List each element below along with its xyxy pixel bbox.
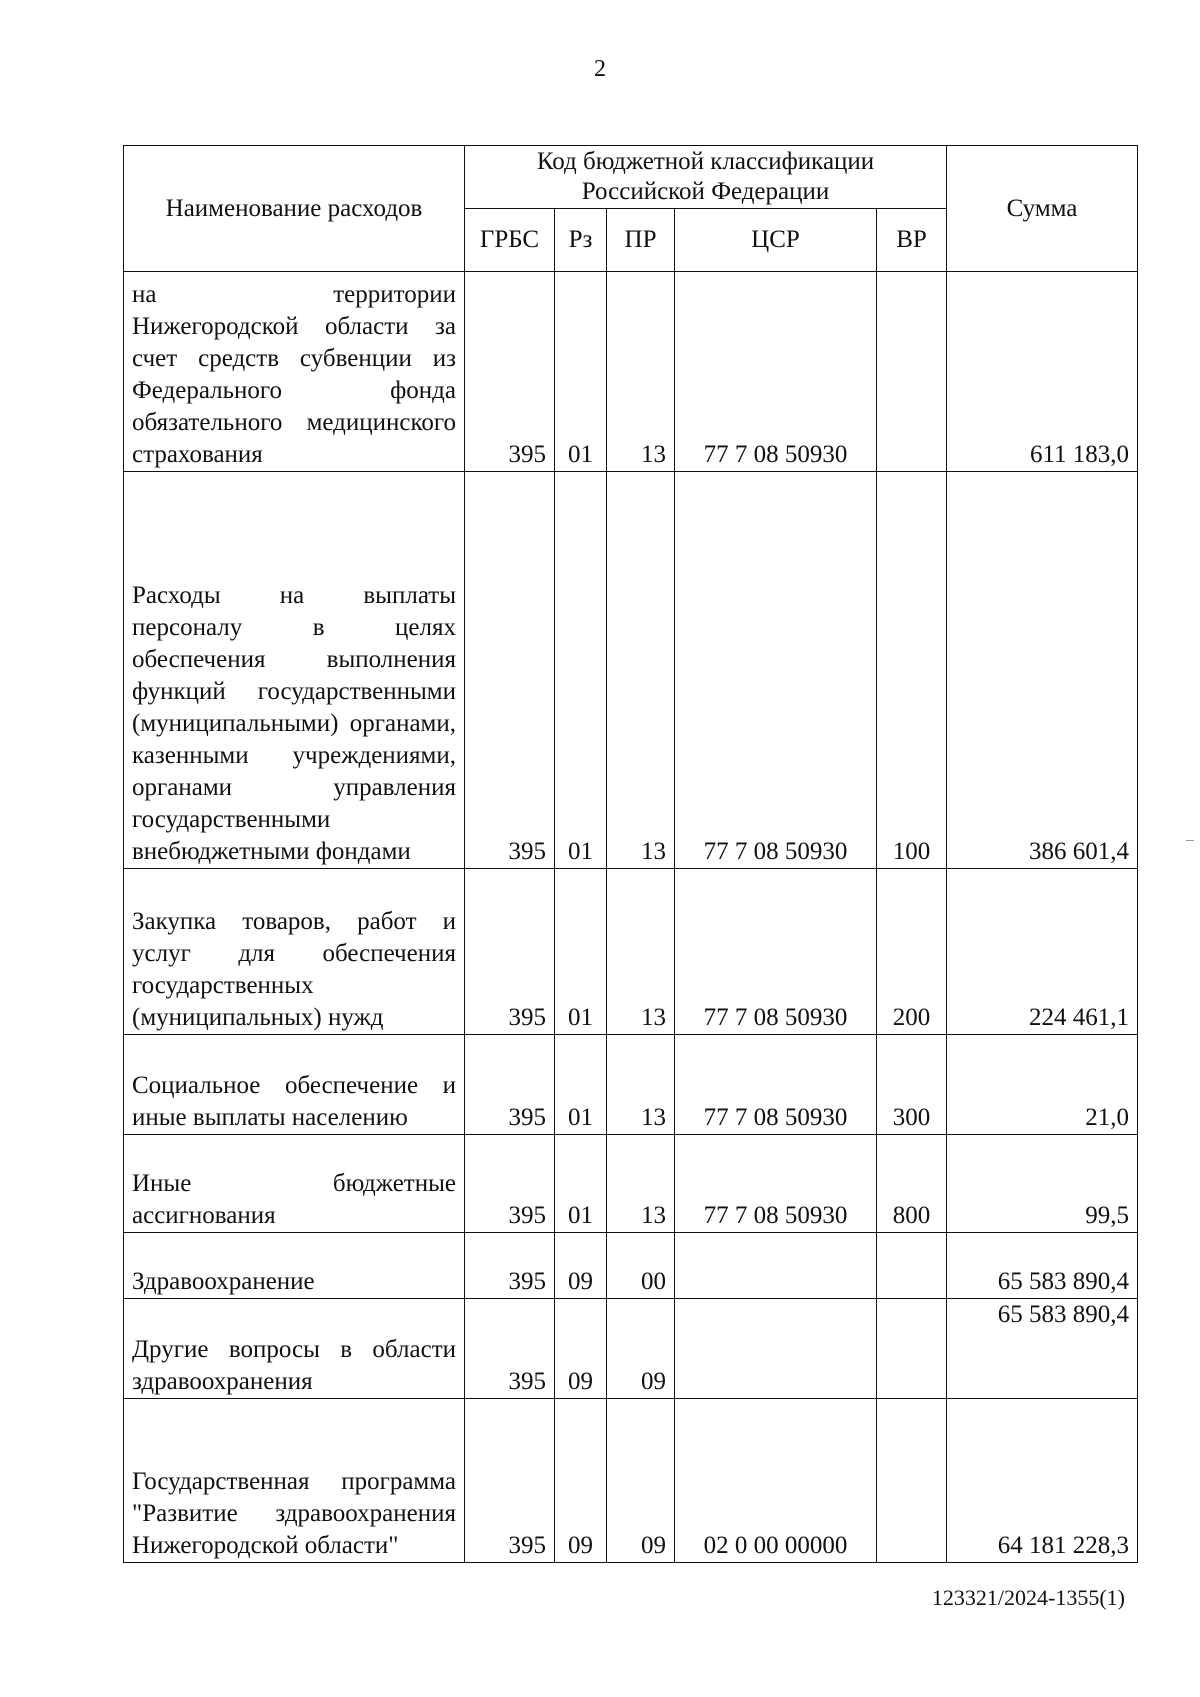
table-row xyxy=(124,1233,1138,1299)
header-vr: ВР xyxy=(877,209,947,272)
row-pr: 00 xyxy=(607,1233,675,1299)
header-grbs: ГРБС xyxy=(465,209,555,272)
header-sum: Сумма xyxy=(947,146,1138,272)
row-vr: 100 xyxy=(877,472,947,869)
table-row xyxy=(124,869,1138,1035)
row-pr: 09 xyxy=(607,1399,675,1563)
row-name: на территории Нижегородской области за счет средств субвенции из Федерального фонда обязательного медицинского страхования xyxy=(124,272,465,472)
row-sum: 64 181 228,3 xyxy=(947,1399,1138,1563)
row-grbs: 395 xyxy=(465,1233,555,1299)
row-csr: 77 7 08 50930 xyxy=(675,1035,877,1135)
row-sum: 224 461,1 xyxy=(947,869,1138,1035)
scan-edge-mark xyxy=(1186,840,1194,841)
row-sum: 99,5 xyxy=(947,1135,1138,1233)
row-vr xyxy=(877,1299,947,1399)
row-name: Здравоохранение xyxy=(124,1233,465,1299)
row-grbs: 395 xyxy=(465,1399,555,1563)
page-number: 2 xyxy=(594,56,606,82)
row-vr xyxy=(877,272,947,472)
row-rz: 09 xyxy=(555,1233,607,1299)
row-pr: 13 xyxy=(607,1135,675,1233)
row-grbs: 395 xyxy=(465,1135,555,1233)
row-grbs: 395 xyxy=(465,1299,555,1399)
row-sum: 611 183,0 xyxy=(947,272,1138,472)
row-vr xyxy=(877,1399,947,1563)
row-name: Расходы на выплаты персоналу в целях обеспечения выполнения функций государственными (муниципальными) органами, казенными учреждениями, органами управления государственными внебюджетными фондами xyxy=(124,472,465,869)
row-rz: 09 xyxy=(555,1299,607,1399)
row-name: Социальное обеспечение и иные выплаты населению xyxy=(124,1035,465,1135)
row-pr: 13 xyxy=(607,869,675,1035)
row-rz: 01 xyxy=(555,472,607,869)
row-name: Закупка товаров, работ и услуг для обеспечения государственных (муниципальных) нужд xyxy=(124,869,465,1035)
row-csr: 77 7 08 50930 xyxy=(675,1135,877,1233)
row-csr: 77 7 08 50930 xyxy=(675,472,877,869)
document-code: 123321/2024-1355(1) xyxy=(931,1585,1125,1610)
row-name: Другие вопросы в области здравоохранения xyxy=(124,1299,465,1399)
row-rz: 01 xyxy=(555,1135,607,1233)
row-rz: 01 xyxy=(555,1035,607,1135)
row-vr xyxy=(877,1233,947,1299)
table-header xyxy=(124,146,1138,272)
table-row xyxy=(124,1035,1138,1135)
table-row xyxy=(124,1399,1138,1563)
row-csr: 77 7 08 50930 xyxy=(675,272,877,472)
row-pr: 09 xyxy=(607,1299,675,1399)
row-sum: 65 583 890,4 xyxy=(947,1299,1138,1399)
table-row xyxy=(124,1135,1138,1233)
row-csr xyxy=(675,1233,877,1299)
row-vr: 300 xyxy=(877,1035,947,1135)
row-sum: 386 601,4 xyxy=(947,472,1138,869)
row-rz: 09 xyxy=(555,1399,607,1563)
row-vr: 200 xyxy=(877,869,947,1035)
header-pr: ПР xyxy=(607,209,675,272)
row-pr: 13 xyxy=(607,272,675,472)
budget-table xyxy=(123,145,1138,1563)
header-csr: ЦСР xyxy=(675,209,877,272)
row-grbs: 395 xyxy=(465,1035,555,1135)
header-code-group: Код бюджетной классификации Российской Федерации xyxy=(465,146,947,209)
row-grbs: 395 xyxy=(465,472,555,869)
row-grbs: 395 xyxy=(465,869,555,1035)
row-name: Иные бюджетные ассигнования xyxy=(124,1135,465,1233)
header-name: Наименование расходов xyxy=(124,146,465,272)
table-row xyxy=(124,1299,1138,1399)
row-vr: 800 xyxy=(877,1135,947,1233)
row-sum: 21,0 xyxy=(947,1035,1138,1135)
row-sum: 65 583 890,4 xyxy=(947,1233,1138,1299)
row-pr: 13 xyxy=(607,1035,675,1135)
table-row xyxy=(124,472,1138,869)
header-rz: Рз xyxy=(555,209,607,272)
row-rz: 01 xyxy=(555,272,607,472)
row-csr xyxy=(675,1299,877,1399)
row-name: Государственная программа "Развитие здравоохранения Нижегородской области" xyxy=(124,1399,465,1563)
table-row xyxy=(124,272,1138,472)
row-csr: 02 0 00 00000 xyxy=(675,1399,877,1563)
table-body xyxy=(124,272,1138,1563)
row-rz: 01 xyxy=(555,869,607,1035)
row-pr: 13 xyxy=(607,472,675,869)
row-grbs: 395 xyxy=(465,272,555,472)
row-csr: 77 7 08 50930 xyxy=(675,869,877,1035)
